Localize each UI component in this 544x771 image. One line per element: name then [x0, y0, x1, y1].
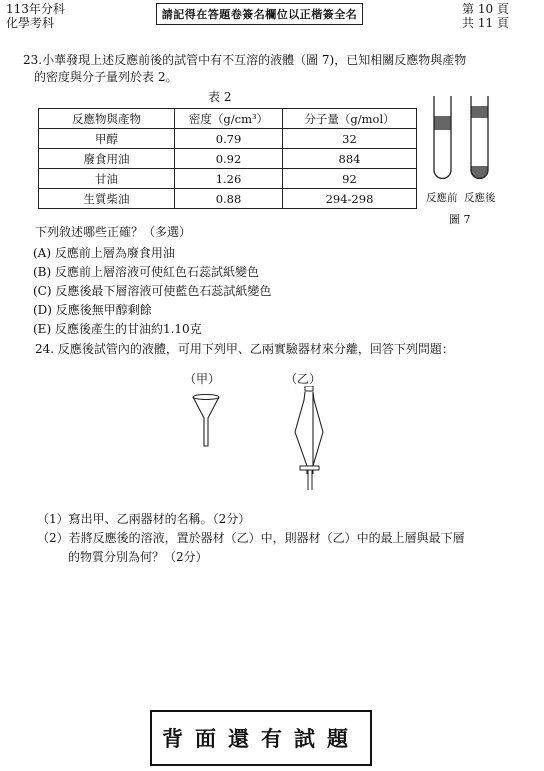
q23-prompt: 下列敘述哪些正確？（多選） — [35, 225, 192, 239]
option-e: (E) 反應後產生的甘油約1.10克 — [33, 322, 202, 336]
exam-subject: 化學考科 — [6, 16, 55, 30]
apparatus-label-a: （甲） — [184, 372, 221, 386]
figure-7-test-tubes — [425, 92, 505, 187]
data-table — [38, 108, 417, 209]
option-a: (A) 反應前上層為廢食用油 — [33, 246, 175, 260]
test-tube-before — [434, 96, 451, 179]
table-cell: 廢食用油 — [39, 149, 175, 169]
table-cell: 0.79 — [175, 129, 283, 149]
table-cell: 1.26 — [175, 169, 283, 189]
table-row — [39, 169, 417, 189]
signature-notice: 請記得在答題卷簽名欄位以正楷簽全名 — [156, 3, 363, 25]
q23-stem-line1: 23.小華發現上述反應前後的試管中有不互溶的液體（圖 7)，已知相關反應物與產物 — [23, 53, 467, 67]
funnel-icon — [188, 392, 228, 448]
exam-year: 113年分科 — [6, 2, 65, 16]
q24-sub1: （1）寫出甲、乙兩器材的名稱。（2分） — [37, 512, 251, 526]
option-c: (C) 反應後最下層溶液可使藍色石蕊試紙變色 — [33, 284, 272, 298]
fig-label-after: 反應後 — [464, 192, 496, 204]
table-cell: 32 — [283, 129, 417, 149]
table-header: 反應物與產物 — [39, 109, 175, 129]
table-header-row — [39, 109, 417, 129]
apparatus-label-b: （乙） — [285, 372, 322, 386]
table-cell: 生質柴油 — [39, 189, 175, 209]
q24-sub2-line1: （2）若將反應後的溶液，置於器材（乙）中，則器材（乙）中的最上層與最下層 — [37, 531, 465, 545]
table-cell: 甘油 — [39, 169, 175, 189]
table-header: 分子量（g/mol） — [283, 109, 417, 129]
table-caption: 表 2 — [208, 90, 232, 104]
page-total: 共 11 頁 — [462, 16, 509, 30]
option-b: (B) 反應前上層溶液可使紅色石蕊試紙變色 — [33, 265, 259, 279]
page-current: 第 10 頁 — [462, 2, 509, 16]
q24-stem: 24. 反應後試管內的液體，可用下列甲、乙兩實驗器材來分離，回答下列問題： — [35, 342, 454, 356]
back-page-notice: 背面還有試題 — [150, 710, 372, 766]
table-cell: 0.92 — [175, 149, 283, 169]
q24-sub2-line2: 的物質分別為何？（2分） — [68, 550, 208, 564]
table-cell: 0.88 — [175, 189, 283, 209]
separatory-funnel-icon — [290, 386, 330, 492]
test-tube-after — [471, 96, 488, 179]
q23-stem-line2: 的密度與分子量列於表 2。 — [34, 70, 178, 84]
table-cell: 884 — [283, 149, 417, 169]
table-row — [39, 149, 417, 169]
option-d: (D) 反應後無甲醇剩餘 — [33, 303, 152, 317]
table-row — [39, 129, 417, 149]
table-cell: 甲醇 — [39, 129, 175, 149]
table-cell: 294-298 — [283, 189, 417, 209]
table-header: 密度（g/cm³） — [175, 109, 283, 129]
table-cell: 92 — [283, 169, 417, 189]
fig-label-before: 反應前 — [426, 192, 458, 204]
fig-caption: 圖 7 — [449, 213, 471, 226]
table-row — [39, 189, 417, 209]
